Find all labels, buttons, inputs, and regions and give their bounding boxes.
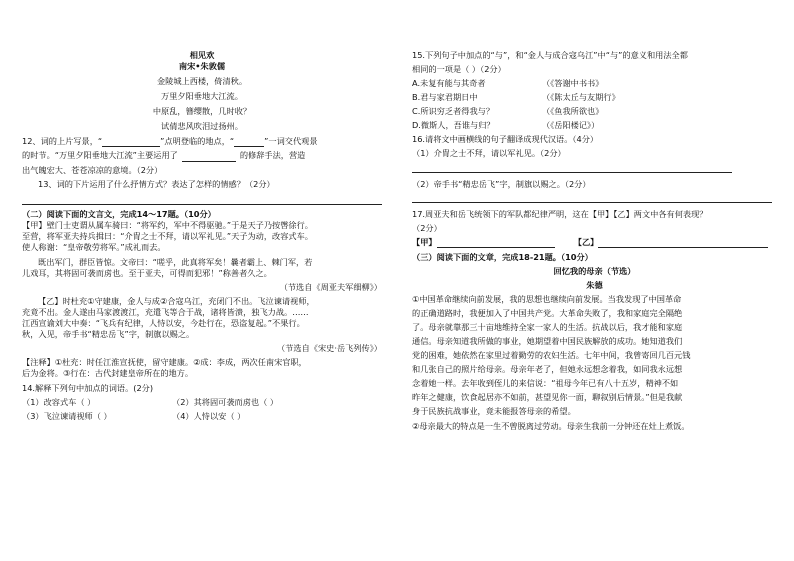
q14-item: （2）其将固可袭而虏也（ ）: [172, 396, 279, 407]
note-line: 后为金将。③行在：古代封建皇帝所在的地方。: [22, 368, 194, 379]
q12-quote: “: [97, 136, 103, 147]
q15-option-a[interactable]: A.未复有能与其奇者: [412, 78, 486, 89]
q17-yi-label: 【乙】: [573, 236, 599, 247]
yi-line: 充竟不出。金人遂由马家渡渡江，充遣飞等合于战，诸将皆溃，独飞力战。……: [22, 307, 309, 318]
jia-source: （节选自《周亚夫军细柳》）: [279, 282, 382, 292]
q15-option-b[interactable]: B.君与家君期日中: [412, 92, 478, 103]
article-line: 和几张自己的照片给母亲。母亲年老了，但她永远想念着我，如同我永远想: [412, 364, 683, 375]
yi-line: 江西宣谕刘大中奏：“飞兵有纪律，人恃以安，今赴行在，恐盗复起。”不果行。: [22, 318, 305, 329]
question-12: [22, 136, 382, 147]
q15-option-d[interactable]: D.微斯人，吾谁与归？: [412, 120, 495, 131]
question-15: 15.下列句子中加点的“与”，和“金人与成合寇乌江”中“与”的意义和用法全都: [412, 50, 688, 60]
q12-blank-1[interactable]: [102, 146, 160, 147]
jia-line: 至营，将军亚夫持兵揖曰：“介胄之士不拜，请以军礼见。”天子为动，改容式车。: [22, 230, 313, 241]
q12-text: 的修辞手法，营造: [239, 150, 306, 161]
poem-body: [22, 76, 382, 132]
q15-option-source: （《鱼我所欲也》: [542, 106, 604, 117]
q15-options: [412, 78, 777, 131]
question-17: 17.周亚夫和岳飞统领下的军队都纪律严明，这在【甲】【乙】两文中各有何表现？: [412, 208, 708, 219]
question-14: 14.解释下列句中加点的词语。(2分): [22, 382, 154, 393]
q14-row: [22, 397, 382, 408]
yi-line: 秋，入见，帝手书“精忠岳飞”字，制旗以赐之。: [22, 329, 195, 340]
jia-line: 【甲】壁门士吏谓从属车骑曰：“将军约，军中不得驱驰。”于是天子乃按辔徐行。: [22, 219, 313, 230]
question-17-cont: （2分）: [412, 222, 442, 233]
article-line: 身于民族抗战事业，竟未能报答母亲的希望。: [412, 406, 576, 417]
article-author: 朱德: [586, 279, 603, 290]
poem-line: 金陵城上西楼，倚清秋。: [156, 76, 248, 87]
q14-row: [22, 411, 382, 422]
q14-item: （4）人恃以安（ ）: [172, 410, 246, 421]
article-line: 昨年之健康，饮食起居亦不如前，甚望见你一面，聊叙别后情景。”但是我献: [412, 392, 683, 403]
question-13: 13、词的下片运用了什么抒情方式？表达了怎样的情感？（2分）: [38, 178, 275, 189]
answer-line[interactable]: [22, 204, 382, 205]
q17-answer-row: [412, 237, 777, 248]
q14-item: （1）改容式车（ ）: [22, 396, 96, 407]
q15-option-c[interactable]: C.所识穷乏者得我与？: [412, 106, 495, 117]
article-title: 回忆我的母亲（节选）: [553, 265, 636, 276]
article-line: 通信。母亲知道我所做的事业，她期望着中国民族解放的成功。她知道我们: [412, 336, 683, 347]
section-2-heading: （二）阅读下面的文言文，完成14～17题。（10分）: [22, 208, 216, 219]
right-column: [412, 50, 777, 435]
article-line: 念着她一样。去年收到侄儿的来信说：“祖母今年已有八十五岁，精神不如: [412, 378, 679, 389]
poem-line: 试倩悲风吹泪过扬州。: [161, 121, 243, 132]
answer-line[interactable]: [412, 202, 772, 203]
question-16: 16.请将文中画横线的句子翻译成现代汉语。（4分）: [412, 134, 599, 145]
answer-line[interactable]: [412, 172, 732, 173]
q17-yi-blank[interactable]: [598, 247, 768, 248]
article-line: 的正确道路时，我便加入了中国共产党。大革命失败了，我和家庭完全隔绝: [412, 308, 683, 318]
left-column: [22, 50, 382, 422]
q17-jia-label: 【甲】: [412, 236, 437, 247]
q12-blank-3[interactable]: [182, 161, 236, 162]
q15-option-source: （《陈太丘与友期行》: [542, 92, 620, 103]
jia-line: 既出军门，群臣皆惊。文帝曰：“嗟乎，此真将军矣！曩者霸上、棘门军，若: [38, 256, 313, 267]
yi-line: 【乙】时杜充①守建康，金人与成②合寇乌江，充闭门不出。飞泣谏请视师，: [38, 296, 315, 307]
question-15-cont: 相同的一项是（ ）（2分）: [412, 64, 506, 75]
question-16-1: （1）介胄之士不拜，请以军礼见。（2分）: [412, 148, 566, 159]
poem-author: 南宋•朱敦儒: [178, 61, 226, 72]
q12-tail: 出气魄宏大、苍苍凉凉的意境。（2分）: [22, 164, 163, 175]
article-body: [412, 294, 777, 432]
q17-jia-blank[interactable]: [437, 247, 555, 248]
q14-item: （3）飞泣谏请视师（ ）: [22, 410, 112, 421]
section-3-heading: （三）阅读下面的文章，完成18-21题。（10分）: [412, 251, 593, 262]
question-12-cont: [22, 150, 382, 161]
article-line: ①中国革命继续向前发展，我的思想也继续向前发展。当我发现了中国革命: [412, 293, 682, 304]
note-line: 【注释】①杜充：时任江淮宣抚使，留守建康。②成：李成，两次任南宋官职，: [22, 357, 307, 368]
q15-option-source: （《岳阳楼记》）: [542, 120, 600, 131]
q12-text: ”一词交代观景: [264, 136, 318, 147]
q12-text: 的时节。“万里夕阳垂地大江流”主要运用了: [22, 150, 178, 161]
question-16-2: （2）帝手书“精忠岳飞”字，制旗以赐之。（2分）: [412, 178, 591, 189]
q12-text: 12、词的上片写景，: [22, 136, 98, 147]
poem-line: 中原乱，簪缨散，几时收？: [152, 106, 252, 117]
q12-text: ”点明登临的地点，“: [160, 136, 235, 147]
jia-line: 使人称谢：“皇帝敬劳将军。”成礼而去。: [22, 241, 166, 252]
poem-line: 万里夕阳垂地大江流。: [161, 91, 243, 102]
q15-option-source: （《答谢中书书》: [542, 78, 604, 89]
jia-line: 儿戏耳，其将固可袭而虏也。至于亚夫，可得而犯邪！”称善者久之。: [22, 267, 272, 278]
article-line: ②母亲最大的特点是一生不曾脱离过劳动。母亲生我前一分钟还在灶上煮饭。: [412, 420, 690, 431]
q12-blank-2[interactable]: [234, 146, 264, 147]
poem-title: 相见欢: [189, 50, 215, 60]
article-line: 党的困难，她依然在家里过着勤劳的农妇生活。七年中间，我曾寄回几百元钱: [412, 350, 691, 361]
article-line: 了。母亲就靠那三十亩地维持全家一家人的生活。抗战以后，我才能和家庭: [412, 322, 683, 333]
yi-source: （节选自《宋史·岳飞列传》）: [277, 343, 382, 354]
